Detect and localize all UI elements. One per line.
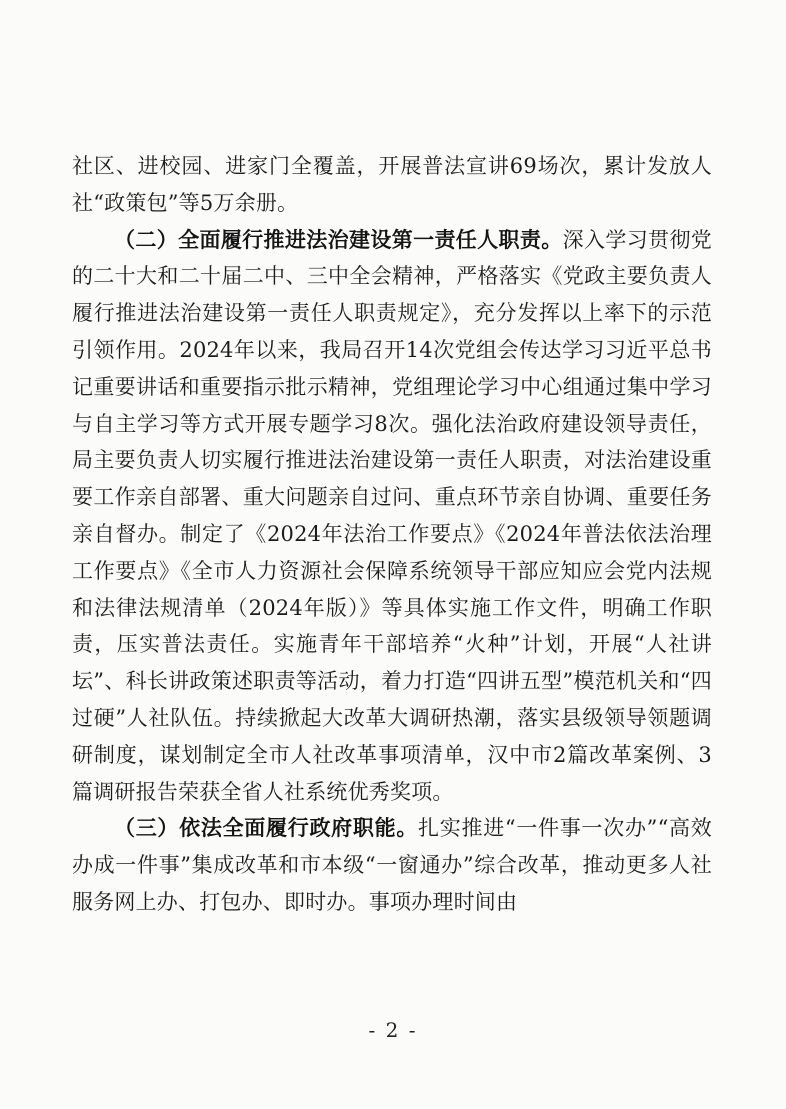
page-number: - 2 - — [368, 1018, 418, 1042]
body-text — [72, 148, 712, 921]
paragraph-3 — [72, 810, 712, 920]
section-heading-2: （二）全面履行推进法治建设第一责任人职责。 — [114, 227, 563, 252]
paragraph-2 — [72, 222, 712, 811]
paragraph-3-text: 扎实推进“一件事一次办”“高效办成一件事”集成改革和市本级“一窗通办”综合改革，推动更多人社服务网上办、打包办、即时办。事项办理时间由 — [72, 816, 712, 914]
paragraph-1-text: 社区、进校园、进家门全覆盖，开展普法宣讲69场次，累计发放人社“政策包”等5万余册。 — [72, 154, 712, 215]
section-heading-3: （三）依法全面履行政府职能。 — [114, 816, 419, 841]
paragraph-2-text: 深入学习贯彻党的二十大和二十届二中、三中全会精神，严格落实《党政主要负责人履行推进法治建设第一责任人职责规定》，充分发挥以上率下的示范引领作用。2024年以来，我局召开14次党组会传达学习习近平总书记重要讲话和重要指示批示精神，党组理论学习中心组通过集中学习与自主学习等方式开展专题学习8次。强化法治政府建设领导责任，局主要负责人切实履行推进法治建设第一责任人职责，对法治建设重要工作亲自部署、重大问题亲自过问、重点环节亲自协调、重要任务亲自督办。制定了《2024年法治工作要点》《2024年普法依法治理工作要点》《全市人力资源社会保障系统领导干部应知应会党内法规和法律法规清单（2024年版）》等具体实施工作文件，明确工作职责，压实普法责任。实施青年干部培养“火种”计划，开展“人社讲坛”、科长讲政策述职责等活动，着力打造“四讲五型”模范机关和“四过硬”人社队伍。持续掀起大改革大调研热潮，落实县级领导领题调研制度，谋划制定全市人社改革事项清单，汉中市2篇改革案例、3篇调研报告荣获全省人社系统优秀奖项。 — [72, 227, 713, 804]
paragraph-1 — [72, 148, 712, 222]
